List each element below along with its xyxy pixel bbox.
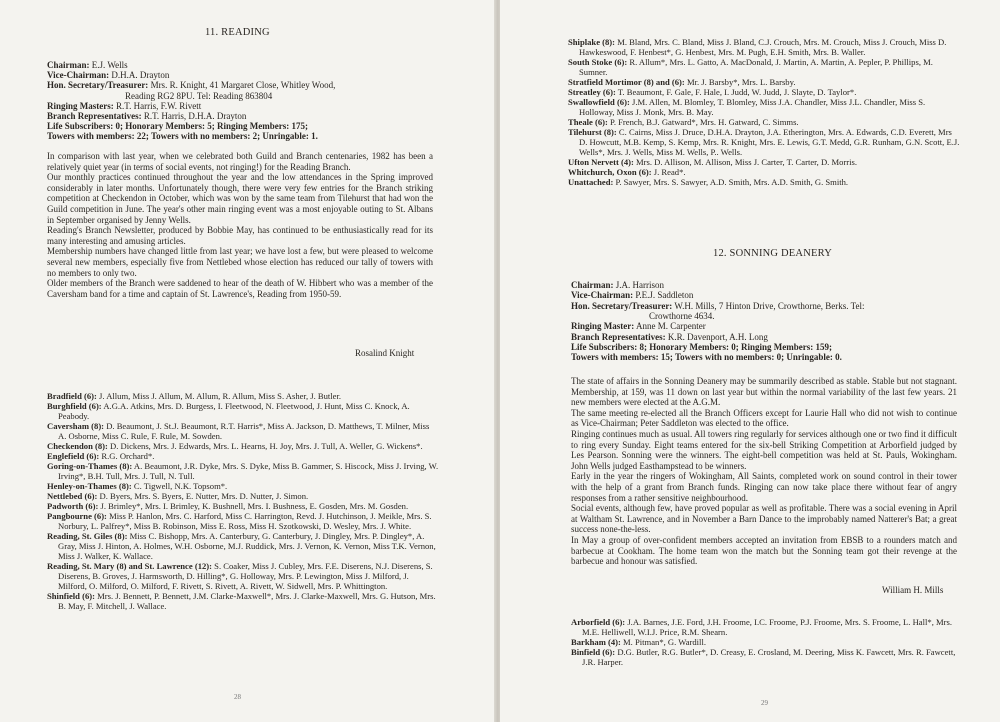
tower-members: S. Coaker, Miss J. Cubley, Mrs. F.E. Diserens, N.J. Diserens, S. Diserens, B. Groves, J. Harmsworth, D. Hilling*, G. Holloway, Mrs. P. Lewington, Miss J. Milford, J. Milford, O. Milford, O. Milford, F. Rivett, S. Rivett, A. Rivett, W. Sidwell, Mrs. P. Whittington. <box>58 561 433 591</box>
officer-value: Mrs. R. Knight, 41 Margaret Close, Whitley Wood, <box>148 80 336 91</box>
tower-members: A.G.A. Atkins, Mrs. D. Burgess, I. Fleetwood, N. Fleetwood, J. Hunt, Miss C. Knock, A. Peabody. <box>58 401 410 421</box>
report-paragraph: Reading's Branch Newsletter, produced by Bobbie May, has continued to be enthusiastically read for its many interesting and amusing articles. <box>47 225 433 246</box>
officer-label: Towers with members: 15; Towers with no members: 0; Unringable: 0. <box>571 352 842 363</box>
tower-entry <box>571 637 963 647</box>
officer-line <box>571 301 865 311</box>
tower-entry <box>47 561 439 591</box>
officer-label: Towers with members: 22; Towers with no members: 2; Unringable: 1. <box>47 131 318 142</box>
tower-members: J. Brimley*, Mrs. I. Brimley, K. Bushnell, Mrs. I. Bushness, E. Gosden, Mrs. M. Gosden. <box>98 501 409 511</box>
tower-name: Pangbourne (6): <box>47 511 107 521</box>
tower-name: Henley-on-Thames (8): <box>47 481 132 491</box>
tower-members: J.A. Barnes, J.E. Ford, J.H. Froome, I.C. Froome, P.J. Froome, Mrs. S. Froome, L. Hall*, Mrs. M.E. Helliwell, W.I.J. Price, R.M. Shearn. <box>582 617 952 637</box>
tower-entry <box>47 391 439 401</box>
officer-value: E.J. Wells <box>89 60 128 70</box>
officer-label: Ringing Master: <box>571 321 635 332</box>
section-title-reading: 11. READING <box>205 27 270 38</box>
tower-entry <box>47 461 439 481</box>
tower-entry <box>568 37 960 57</box>
officer-line <box>47 131 318 141</box>
tower-entry <box>568 167 960 177</box>
officer-label: Hon. Secretary/Treasurer: <box>47 80 149 91</box>
tower-members: D. Beaumont, J. St.J. Beaumont, R.T. Harris*, Miss A. Jackson, D. Matthews, T. Milner, Miss A. Osborne, Miss C. Rule, F. Rule, M. Sowden. <box>58 421 430 441</box>
officer-value: P.E.J. Saddleton <box>633 290 694 301</box>
tower-members: A. Beaumont, J.R. Dyke, Mrs. S. Dyke, Miss B. Gammer, S. Hiscock, Miss J. Irving, W. Irving*, B.H. Tull, Mrs. J. Tull, N. Tull. <box>58 461 439 481</box>
page-number-left: 28 <box>234 693 241 701</box>
tower-entry <box>47 481 439 491</box>
officer-line <box>47 60 128 70</box>
tower-name: Arborfield (6): <box>571 617 626 627</box>
officer-value: Crowthorne 4634. <box>649 310 715 321</box>
officer-value: R.T. Harris, F.W. Rivett <box>113 100 202 111</box>
tower-members: R. Allum*, Mrs. L. Gatto, A. MacDonald, J. Martin, A. Martin, A. Pepler, P. Phillips, M. Sumner. <box>579 57 933 77</box>
section-title-sonning: 12. SONNING DEANERY <box>713 248 833 259</box>
reading-tower-list <box>47 391 439 611</box>
officer-line <box>571 352 842 362</box>
sonning-signature: William H. Mills <box>882 585 944 595</box>
tower-name: Swallowfield (6): <box>568 97 630 107</box>
left-page <box>0 0 496 722</box>
tower-name: Shiplake (8): <box>568 37 616 47</box>
tower-name: Whitchurch, Oxon (6): <box>568 167 652 177</box>
tower-entry <box>47 511 439 531</box>
tower-entry <box>568 127 960 157</box>
tower-name: Padworth (6): <box>47 501 99 511</box>
page-number-right: 29 <box>761 699 768 707</box>
tower-entry <box>47 451 439 461</box>
tower-members: Miss C. Bishopp, Mrs. A. Canterbury, G. Canterbury, J. Dingley, Mrs. P. Dingley*, A. Gray, Miss J. Hinton, A. Holmes, W.H. Osborne, M.J. Ruddick, Mrs. J. Vernon, K. Vernon, Miss T.K. Vernon, Miss J. Walker, K. Wallace. <box>58 531 436 561</box>
tower-name: South Stoke (6): <box>568 57 628 67</box>
officer-label: Life Subscribers: 0; Honorary Members: 5; Ringing Members: 175; <box>47 121 308 132</box>
tower-name: Checkendon (8): <box>47 441 108 451</box>
officer-line <box>125 91 272 101</box>
tower-members: J. Allum, Miss J. Allum, M. Allum, R. Allum, Miss S. Asher, J. Butler. <box>96 391 342 401</box>
tower-entry <box>47 591 439 611</box>
officer-label: Chairman: <box>571 280 614 290</box>
tower-entry <box>47 531 439 561</box>
officer-label: Life Subscribers: 8; Honorary Members: 0; Ringing Members: 159; <box>571 341 832 352</box>
tower-entry <box>568 157 960 167</box>
officer-value: K.R. Davenport, A.H. Long <box>665 331 768 342</box>
tower-name: Reading, St. Mary (8) and St. Lawrence (12): <box>47 561 213 571</box>
tower-entry <box>568 57 960 77</box>
tower-members: R.G. Orchard*. <box>99 451 155 461</box>
tower-members: C. Cairns, Miss J. Druce, D.H.A. Drayton, J.A. Etherington, Mrs. A. Edwards, C.D. Everett, Mrs D. Howcutt, M.B. Kemp, S. Kemp, Mrs. R. Knight, Mrs. E. Lewis, G.T. Medd, G.R. Runham, G.N. Scott, E.J. Wells*, Mrs. J. Wells, Miss M. Wells, P.. Wells. <box>579 127 960 157</box>
officer-line <box>47 70 169 80</box>
tower-name: Bradfield (6): <box>47 391 97 401</box>
tower-entry <box>571 647 963 667</box>
tower-entry <box>568 177 960 187</box>
officer-value: D.H.A. Drayton <box>109 70 170 81</box>
tower-members: M. Pitman*, G. Wardill. <box>620 637 706 647</box>
tower-members: Mr. J. Barsby*, Mrs. L. Barsby. <box>684 77 796 87</box>
tower-entry <box>568 117 960 127</box>
tower-name: Nettlebed (6): <box>47 491 98 501</box>
officer-line <box>649 311 715 321</box>
tower-members: T. Beaumont, F. Gale, F. Hale, I. Judd, W. Judd, J. Slayte, D. Taylor*. <box>615 87 857 97</box>
sonning-report <box>571 376 957 567</box>
report-paragraph: Older members of the Branch were saddened to hear of the death of W. Hibbert who was a member of the Caversham band for a time and captain of St. Lawrence's, Reading from 1950-59. <box>47 278 433 299</box>
officer-label: Branch Representatives: <box>571 331 666 342</box>
tower-name: Unattached: <box>568 177 614 187</box>
officer-line <box>571 332 768 342</box>
tower-entry <box>47 491 439 501</box>
officer-line <box>47 101 201 111</box>
reading-signature: Rosalind Knight <box>355 348 415 358</box>
tower-name: Englefield (6): <box>47 451 100 461</box>
tower-name: Streatley (6): <box>568 87 616 97</box>
officer-line <box>571 342 832 352</box>
tower-name: Theale (6): <box>568 117 608 127</box>
tower-entry <box>568 77 960 87</box>
officer-label: Branch Representatives: <box>47 111 142 121</box>
tower-name: Caversham (8): <box>47 421 105 431</box>
tower-members: D. Byers, Mrs. S. Byers, E. Nutter, Mrs. D. Nutter, J. Simon. <box>97 491 309 501</box>
tower-entry <box>568 97 960 117</box>
reading-report <box>47 151 433 299</box>
report-paragraph: Early in the year the ringers of Wokingham, All Saints, completed work on sound control in their tower with the help of a grant from Branch funds. Ringing can now take place there without fear of angry responses from a rather sensitive neighbourhood. <box>571 471 957 503</box>
report-paragraph: Social events, although few, have proved popular as well as profitable. There was a social evening in April at Waltham St. Lawrence, and in November a Barn Dance to the improbably named Natterer's Bat; a great success none-the-less. <box>571 503 957 535</box>
tower-name: Ufton Nervett (4): <box>568 157 634 167</box>
officer-label: Ringing Masters: <box>47 100 114 111</box>
tower-name: Reading, St. Giles (8): <box>47 531 128 541</box>
tower-members: D.G. Butler, R.G. Butler*, D. Creasy, E. Crosland, M. Deering, Miss K. Fawcett, Mrs. R. Fawcett, J.R. Harper. <box>582 647 956 667</box>
tower-members: Miss P. Hanlon, Mrs. C. Harford, Miss C. Harrington, Revd. J. Hutchinson, J. Meikle, Mrs. S. Norbury, L. Palfrey*, Miss B. Robinson, Miss E. Ross, Miss H. Szotkowski, D. Wesley, Mrs. J. White. <box>58 511 432 531</box>
officer-line <box>47 111 246 121</box>
officer-value: W.H. Mills, 7 Hinton Drive, Crowthorne, Berks. Tel: <box>672 300 865 311</box>
sonning-tower-list <box>571 617 963 667</box>
tower-members: P. French, B.J. Gatward*, Mrs. H. Gatward, C. Simms. <box>607 117 799 127</box>
officer-value: J.A. Harrison <box>613 280 664 290</box>
tower-name: Shinfield (6): <box>47 591 95 601</box>
report-paragraph: The state of affairs in the Sonning Deanery may be summarily described as stable. Stable but not stagnant. Membership, at 159, was 11 down on last year but within the normal variability of the last few years. 21 new members were elected at the A.G.M. <box>571 376 957 408</box>
officer-line <box>571 290 693 300</box>
tower-entry <box>47 421 439 441</box>
tower-members: Mrs. D. Allison, M. Allison, Miss J. Carter, T. Carter, D. Morris. <box>633 157 858 167</box>
tower-name: Burghfield (6): <box>47 401 102 411</box>
tower-members: J.M. Allen, M. Blomley, T. Blomley, Miss J.A. Chandler, Miss J.L. Chandler, Miss S. Holloway, Miss J. Monk, Mrs. B. May. <box>579 97 926 117</box>
tower-members: D. Dickens, Mrs. J. Edwards, Mrs. L. Hearns, H. Joy, Mrs. J. Tull, A. Weller, G. Wickens*. <box>107 441 423 451</box>
officer-label: Vice-Chairman: <box>571 290 634 301</box>
officer-value: Anne M. Carpenter <box>634 321 706 332</box>
tower-name: Barkham (4): <box>571 637 621 647</box>
tower-entry <box>568 87 960 97</box>
tower-members: C. Tigwell, N.K. Topsom*. <box>131 481 228 491</box>
officer-label: Hon. Secretary/Treasurer: <box>571 300 673 311</box>
tower-members: J. Read*. <box>651 167 686 177</box>
officer-line <box>47 80 335 90</box>
officer-label: Vice-Chairman: <box>47 70 110 81</box>
officer-line <box>571 321 706 331</box>
officer-line <box>571 280 664 290</box>
tower-name: Tilehurst (8): <box>568 127 617 137</box>
tower-members: Mrs. J. Bennett, P. Bennett, J.M. Clarke-Maxwell*, Mrs. J. Clarke-Maxwell, Mrs. G. Hutson, Mrs. B. May, F. Mitchell, J. Wallace. <box>58 591 436 611</box>
officer-value: R.T. Harris, D.H.A. Drayton <box>141 111 247 121</box>
officer-label: Chairman: <box>47 60 90 70</box>
tower-name: Stratfield Mortimor (8) and (6): <box>568 77 685 87</box>
tower-entry <box>47 501 439 511</box>
report-paragraph: The same meeting re-elected all the Branch Officers except for Laurie Hall who did not wish to continue as Vice-Chairman; Peter Saddleton was elected to the office. <box>571 407 957 429</box>
tower-entry <box>47 401 439 421</box>
reading-tower-list-continued <box>568 37 960 187</box>
tower-entry <box>47 441 439 451</box>
report-paragraph: In comparison with last year, when we celebrated both Guild and Branch centenaries, 1982 has been a relatively quiet year (in terms of social events, not ringing!) for the Reading Branch. <box>47 151 433 172</box>
tower-entry <box>571 617 963 637</box>
tower-members: P. Sawyer, Mrs. S. Sawyer, A.D. Smith, Mrs. A.D. Smith, G. Smith. <box>613 177 849 187</box>
officer-value: Reading RG2 8PU. Tel: Reading 863804 <box>125 90 273 101</box>
report-paragraph: Membership numbers have changed little from last year; we have lost a few, but were pleased to welcome several new members, especially five from Nettlebed whose election has reduced our tally of towers with no members to only two. <box>47 246 433 278</box>
report-paragraph: Ringing continues much as usual. All towers ring regularly for services although one or two find it difficult to ring every Sunday. Eight teams entered for the six-bell Striking Competition at Arborfield judged by Les Pearson. Sonning were the winners. The eight-bell competition was held at St. Pauls, Wokingham. John Wells judged Easthampstead to be winners. <box>571 428 957 471</box>
report-paragraph: In May a group of over-confident members accepted an invitation from EBSB to a rounders match and barbecue at Cookham. The home team won the match but the Sonning team got their revenge at the barbecue and honour was satisfied. <box>571 534 957 567</box>
tower-name: Binfield (6): <box>571 647 616 657</box>
report-paragraph: Our monthly practices continued throughout the year and the low attendances in the Spring improved considerably in later months. Unfortunately though, there were very few entries for the Branch striking competition at Checkendon in October, which was won by the same team from Tilehurst that had won the Guild competition in June. The year's other main ringing event was a most enjoyable outing to St. Albans in September organised by Jenny Wells. <box>47 172 433 225</box>
officer-line <box>47 121 308 131</box>
right-page <box>500 0 1000 722</box>
tower-members: M. Bland, Mrs. C. Bland, Miss J. Bland, C.J. Crouch, Mrs. M. Crouch, Miss J. Crouch, Miss D. Hawkeswood, F. Henbest*, G. Henbest, Mrs. M. Pugh, E.H. Smith, Mrs. B. Waller. <box>579 37 947 57</box>
tower-name: Goring-on-Thames (8): <box>47 461 133 471</box>
